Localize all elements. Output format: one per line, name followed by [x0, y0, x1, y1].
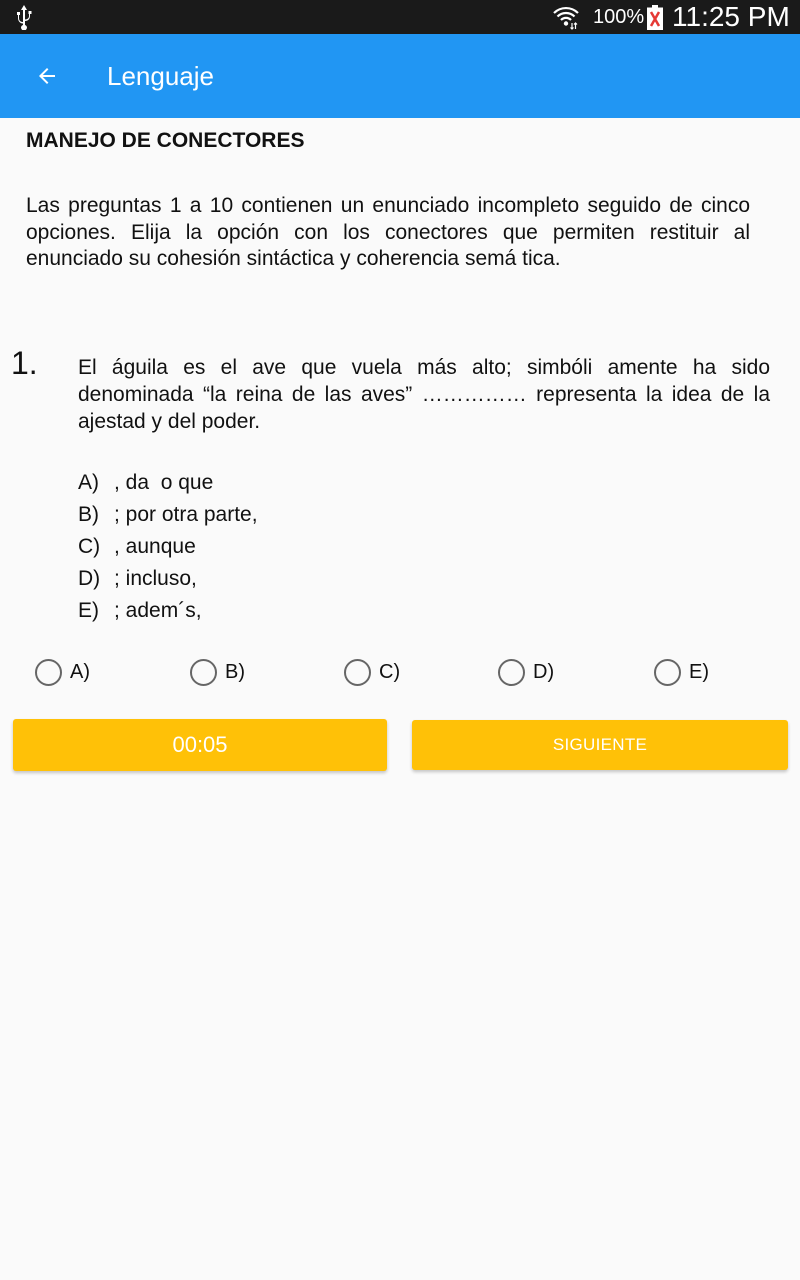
radio-label: C) [379, 661, 401, 683]
radio-option-e[interactable] [654, 656, 709, 688]
radio-option-c[interactable] [344, 656, 400, 688]
radio-label: B) [225, 661, 245, 683]
option-item [78, 499, 258, 531]
radio-option-d[interactable] [498, 656, 554, 688]
clock: 11:25 PM [672, 1, 790, 32]
radio-circle[interactable] [654, 659, 681, 686]
status-bar [0, 0, 800, 34]
timer-display: 00:05 [13, 719, 387, 771]
option-letter: C) [78, 535, 101, 558]
answer-radio-group [0, 652, 800, 692]
radio-option-b[interactable] [190, 656, 245, 688]
option-item [78, 467, 258, 499]
next-button[interactable]: SIGUIENTE [412, 720, 788, 770]
option-letter: A) [78, 471, 99, 494]
arrow-back-icon [35, 64, 59, 88]
radio-label: E) [689, 661, 709, 683]
option-text: ; adem´s, [114, 599, 202, 622]
option-text: , aunque [114, 535, 196, 558]
option-letter: E) [78, 599, 99, 622]
radio-label: D) [533, 661, 555, 683]
option-text: ; incluso, [114, 567, 197, 590]
option-item [78, 563, 258, 595]
radio-circle[interactable] [498, 659, 525, 686]
back-button[interactable] [24, 54, 70, 98]
instructions-text: Las preguntas 1 a 10 contienen un enunciado incompleto seguido de cinco opciones. Elija la opción con los conectores que permiten restituir al enunciado su cohesión sintáctica y coherencia semá tica. [26, 194, 750, 270]
app-bar [0, 34, 800, 118]
option-item [78, 595, 258, 627]
option-text: , da o que [114, 471, 214, 494]
question-number: 1. [11, 345, 38, 381]
usb-icon [12, 4, 36, 30]
option-letter: D) [78, 567, 101, 590]
radio-circle[interactable] [344, 659, 371, 686]
wifi-icon [552, 4, 580, 30]
battery-icon [647, 5, 663, 30]
radio-circle[interactable] [35, 659, 62, 686]
section-heading: MANEJO DE CONECTORES [26, 129, 305, 152]
option-item [78, 531, 258, 563]
option-text: ; por otra parte, [114, 503, 258, 526]
radio-option-a[interactable] [35, 656, 90, 688]
radio-label: A) [70, 661, 90, 683]
option-letter: B) [78, 503, 99, 526]
option-list [78, 467, 258, 627]
question-text: El águila es el ave que vuela más alto; simbóli amente ha sido denominada “la reina de las aves” …………… representa la idea de la ajestad y del poder. [78, 356, 770, 433]
app-title: Lenguaje [107, 61, 214, 91]
battery-percentage: 100% [593, 6, 645, 28]
radio-circle[interactable] [190, 659, 217, 686]
